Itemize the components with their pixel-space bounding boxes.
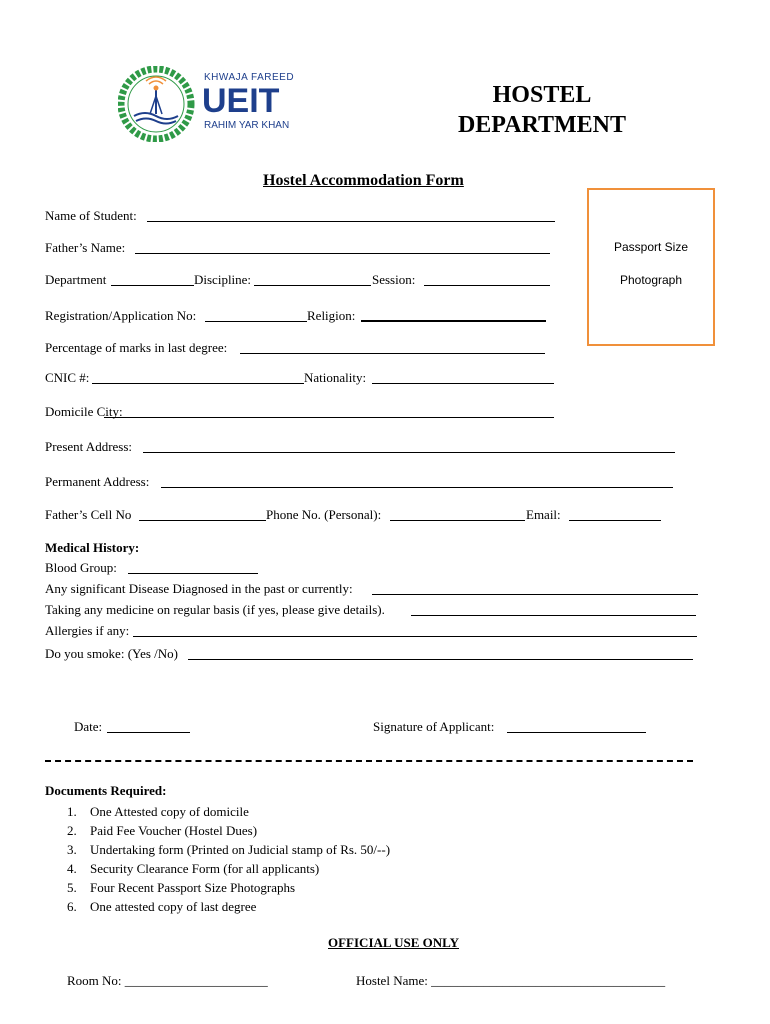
title-line-1: HOSTEL (492, 82, 592, 108)
document-item-text: Paid Fee Voucher (Hostel Dues) (90, 823, 258, 838)
allergies-label: Allergies if any: (45, 623, 130, 638)
cnic-field[interactable] (92, 383, 304, 384)
student-name-label: Name of Student: (45, 208, 137, 223)
medical-history-heading: Medical History: (45, 540, 140, 555)
registration-field[interactable] (205, 321, 307, 322)
smoke-label: Do you smoke: (Yes /No) (45, 646, 179, 661)
document-item-text: One attested copy of last degree (90, 899, 257, 914)
signature-label: Signature of Applicant: (373, 719, 495, 734)
email-label: Email: (526, 507, 561, 522)
room-no-field[interactable]: ______________________ (124, 973, 268, 988)
allergies-field[interactable] (133, 636, 697, 637)
document-item (67, 804, 390, 823)
document-item (67, 823, 390, 842)
signature-field[interactable] (507, 732, 646, 733)
document-item-number: 3. (67, 842, 77, 857)
document-item-number: 5. (67, 880, 77, 895)
document-item-number: 1. (67, 804, 77, 819)
medicine-label: Taking any medicine on regular basis (if yes, please give details). (45, 602, 385, 617)
university-logo (118, 66, 328, 142)
blood-group-label: Blood Group: (45, 560, 117, 575)
document-item-number: 6. (67, 899, 77, 914)
department-field[interactable] (111, 285, 194, 286)
hostel-name-field[interactable]: ____________________________________ (431, 973, 666, 988)
disease-field[interactable] (372, 594, 698, 595)
hostel-name-label-text: Hostel Name: (356, 973, 428, 988)
medicine-field[interactable] (411, 615, 696, 616)
phone-label: Phone No. (Personal): (266, 507, 382, 522)
father-cell-label: Father’s Cell No (45, 507, 132, 522)
discipline-field[interactable] (254, 285, 371, 286)
document-item (67, 842, 390, 861)
nationality-label: Nationality: (304, 370, 367, 385)
domicile-field[interactable] (104, 417, 554, 418)
date-field[interactable] (107, 732, 190, 733)
email-field[interactable] (569, 520, 661, 521)
document-item-text: One Attested copy of domicile (90, 804, 249, 819)
room-no-label-text: Room No: (67, 973, 122, 988)
document-item-number: 2. (67, 823, 77, 838)
form-title: Hostel Accommodation Form (263, 172, 464, 189)
session-field[interactable] (424, 285, 550, 286)
blood-group-field[interactable] (128, 573, 258, 574)
passport-photo-box[interactable] (587, 188, 715, 346)
domicile-label: Domicile City: (45, 404, 123, 419)
room-no-label (67, 973, 268, 989)
percentage-label: Percentage of marks in last degree: (45, 340, 228, 355)
hostel-name-label (356, 973, 665, 989)
phone-field[interactable] (390, 520, 525, 521)
documents-heading: Documents Required: (45, 783, 167, 798)
logo-emblem-icon (118, 66, 198, 142)
date-label: Date: (74, 719, 103, 734)
cnic-label: CNIC #: (45, 370, 90, 385)
logo-bottom-text: RAHIM YAR KHAN (204, 120, 290, 131)
father-cell-field[interactable] (139, 520, 266, 521)
smoke-field[interactable] (188, 659, 693, 660)
logo-main-text: UEIT (202, 82, 280, 120)
religion-field[interactable] (361, 320, 546, 322)
title-line-2: DEPARTMENT (457, 112, 627, 138)
cut-line-divider (45, 760, 693, 762)
disease-label: Any significant Disease Diagnosed in the past or currently: (45, 581, 353, 596)
logo-top-text: KHWAJA FAREED (204, 72, 295, 83)
father-name-label: Father’s Name: (45, 240, 126, 255)
document-item (67, 880, 390, 899)
photo-box-line-1: Passport Size (613, 240, 689, 254)
discipline-label: Discipline: (194, 272, 252, 287)
document-item-text: Four Recent Passport Size Photographs (90, 880, 296, 895)
father-name-field[interactable] (135, 253, 550, 254)
nationality-field[interactable] (372, 383, 554, 384)
department-title (430, 80, 654, 140)
official-use-heading: OFFICIAL USE ONLY (328, 935, 459, 950)
registration-label: Registration/Application No: (45, 308, 197, 323)
document-item-number: 4. (67, 861, 77, 876)
permanent-address-field[interactable] (161, 487, 673, 488)
permanent-address-label: Permanent Address: (45, 474, 150, 489)
percentage-field[interactable] (240, 353, 545, 354)
department-label: Department (45, 272, 107, 287)
student-name-field[interactable] (147, 221, 555, 222)
document-item (67, 899, 390, 918)
session-label: Session: (372, 272, 416, 287)
present-address-field[interactable] (143, 452, 675, 453)
religion-label: Religion: (307, 308, 356, 323)
photo-box-line-2: Photograph (619, 273, 683, 287)
document-item-text: Undertaking form (Printed on Judicial stamp of Rs. 50/--) (90, 842, 391, 857)
document-item-text: Security Clearance Form (for all applicants) (90, 861, 320, 876)
documents-list (67, 804, 390, 918)
document-item (67, 861, 390, 880)
present-address-label: Present Address: (45, 439, 133, 454)
